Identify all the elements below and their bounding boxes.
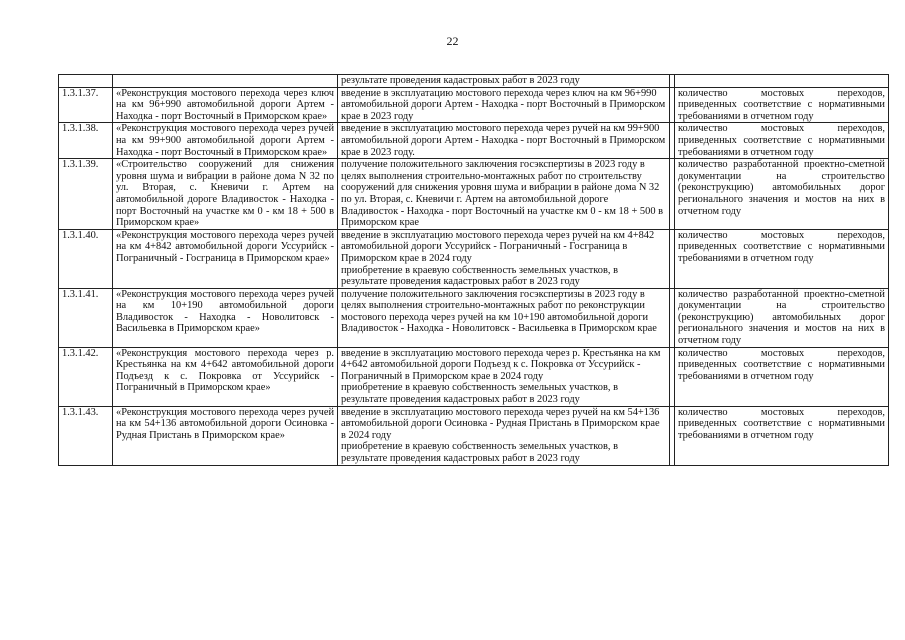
row-number-cell: 1.3.1.38. <box>59 123 113 159</box>
result-cell <box>338 406 670 465</box>
measure-name-cell: «Реконструкция мостового перехода через ручей на км 4+842 автомобильной дороги Уссурийск - Пограничный - Госграница в Приморском крае» <box>113 229 338 288</box>
result-cell <box>338 75 670 88</box>
result-cell <box>338 229 670 288</box>
row-number-cell: 1.3.1.42. <box>59 347 113 406</box>
table-row <box>59 123 889 159</box>
result-text: приобретение в краевую собственность земельных участков, в результате проведения кадастровых работ в 2023 году <box>341 441 619 464</box>
table-row <box>59 159 889 230</box>
measure-name-cell: «Реконструкция мостового перехода через ручей на км 10+190 автомобильной дороги Владивосток - Находка - Новолитовск - Васильевка в Приморском крае» <box>113 288 338 347</box>
table-row <box>59 406 889 465</box>
result-text: введение в эксплуатацию мостового перехода через р. Крестьянка на км 4+642 автомобильной дороги Подъезд к с. Покровка от Уссурийск - Пограничный в Приморском крае в 2024 году <box>341 347 661 382</box>
measure-name-cell: «Реконструкция мостового перехода через р. Крестьянка на км 4+642 автомобильной дороги Подъезд к с. Покровка от Уссурийск - Пограничный в Приморском крае» <box>113 347 338 406</box>
table-row <box>59 347 889 406</box>
result-text: результате проведения кадастровых работ в 2023 году <box>341 75 580 86</box>
row-number-cell: 1.3.1.43. <box>59 406 113 465</box>
result-cell <box>338 159 670 230</box>
row-number-cell: 1.3.1.41. <box>59 288 113 347</box>
measure-name-cell: «Реконструкция мостового перехода через ручей на км 54+136 автомобильной дороги Осиновка - Рудная Пристань в Приморском крае» <box>113 406 338 465</box>
indicator-cell: количество разработанной проектно-сметной документации на строительство (реконструкцию) автомобильных дорог регионального значения и мостов на них в отчетном году <box>675 288 889 347</box>
table-row-continuation <box>59 75 889 88</box>
indicator-cell: количество мостовых переходов, приведенных соответствие с нормативными требованиями в отчетном году <box>675 347 889 406</box>
result-cell <box>338 123 670 159</box>
result-cell <box>338 347 670 406</box>
table-row <box>59 288 889 347</box>
row-number-cell <box>59 75 113 88</box>
page-number: 22 <box>446 34 459 48</box>
measures-table <box>58 74 889 466</box>
result-text: приобретение в краевую собственность земельных участков, в результате проведения кадастровых работ в 2023 году <box>341 382 619 406</box>
table-body <box>59 75 889 466</box>
indicator-cell <box>675 75 889 88</box>
row-number-cell: 1.3.1.39. <box>59 159 113 230</box>
indicator-cell: количество мостовых переходов, приведенных соответствие с нормативными требованиями в отчетном году <box>675 229 889 288</box>
result-text: введение в эксплуатацию мостового перехода через ручей на км 4+842 автомобильной дороги Уссурийск - Пограничный - Госграница в Приморском крае в 2024 году <box>341 229 655 264</box>
indicator-cell: количество мостовых переходов, приведенных соответствие с нормативными требованиями в отчетном году <box>675 406 889 465</box>
measure-name-cell: «Реконструкция мостового перехода через ключ на км 96+990 автомобильной дороги Артем - Находка - порт Восточный в Приморском крае» <box>113 87 338 123</box>
result-text: получение положительного заключения госэкспертизы в 2023 году в целях выполнения строительно-монтажных работ по реконструкции мостового перехода через ручей на км 10+190 автомобильной дороги Владивосток - Находка - Новолитовск - Васильевка в Приморском крае <box>341 288 657 335</box>
indicator-cell: количество мостовых переходов, приведенных соответствие с нормативными требованиями в отчетном году <box>675 87 889 123</box>
measure-name-cell: «Строительство сооружений для снижения уровня шума и вибрации в районе дома N 32 по ул. Вторая, с. Кневичи г. Артем на автомобильной дороге Владивосток - Находка - порт Восточный на участке км 0 - км 18 + 500 в Приморском крае» <box>113 159 338 230</box>
result-cell <box>338 87 670 123</box>
result-text: введение в эксплуатацию мостового перехода через ручей на км 99+900 автомобильной дороги Артем - Находка - порт Восточный в Приморском крае в 2023 году. <box>341 123 666 158</box>
result-text: получение положительного заключения госэкспертизы в 2023 году в целях выполнения строительно-монтажных работ по строительству сооружений для снижения уровня шума и вибрации в районе дома N 32 по ул. Вторая, с. Кневичи г. Артем на автомобильной дороге Владивосток - Находка - порт Восточный на участке км 0 - км 18 + 500 в Приморском крае <box>341 159 664 229</box>
measure-name-cell <box>113 75 338 88</box>
row-number-cell: 1.3.1.37. <box>59 87 113 123</box>
measure-name-cell: «Реконструкция мостового перехода через ручей на км 99+900 автомобильной дороги Артем - Находка - порт Восточный в Приморском крае» <box>113 123 338 159</box>
table-row <box>59 87 889 123</box>
indicator-cell: количество мостовых переходов, приведенных соответствие с нормативными требованиями в отчетном году <box>675 123 889 159</box>
indicator-cell: количество разработанной проектно-сметной документации на строительство (реконструкцию) автомобильных дорог регионального значения и мостов на них в отчетном году <box>675 159 889 230</box>
result-cell <box>338 288 670 347</box>
result-text: введение в эксплуатацию мостового перехода через ручей на км 54+136 автомобильной дороги Осиновка - Рудная Пристань в Приморском крае в 2024 году <box>341 406 660 441</box>
row-number-cell: 1.3.1.40. <box>59 229 113 288</box>
result-text: введение в эксплуатацию мостового перехода через ключ на км 96+990 автомобильной дороги Артем - Находка - порт Восточный в Приморском крае в 2023 году <box>341 87 666 122</box>
table-row <box>59 229 889 288</box>
result-text: приобретение в краевую собственность земельных участков, в результате проведения кадастровых работ в 2023 году <box>341 264 619 288</box>
